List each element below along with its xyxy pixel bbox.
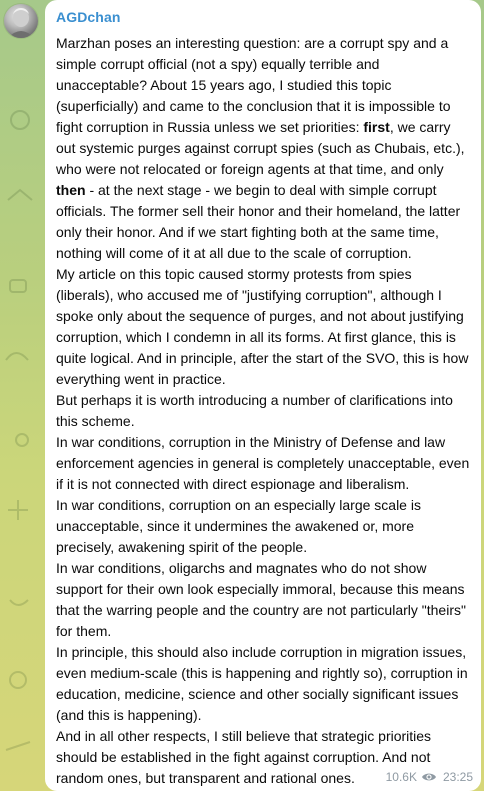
message-time: 23:25 [442,770,473,784]
message-text [56,33,471,789]
message-paragraph [56,33,471,264]
message-paragraph [56,390,471,432]
text-run: But perhaps it is worth introducing a number of clarifications into this scheme. [56,392,453,429]
text-run: - at the next stage - we begin to deal with simple corrupt officials. The former sell their honor and their homeland, the latter only their honor. And if we start fighting both at the same time, nothing will come of it at all due to the scale of corruption. [56,182,461,261]
message-meta [386,769,473,785]
eye-icon [421,769,437,785]
bold-text: first [363,119,390,135]
message-paragraph [56,495,471,558]
message-paragraph [56,642,471,726]
text-run: In war conditions, oligarchs and magnates who do not show support for their own look especially immoral, because this means that the warring people and the country are not particularly "theirs" for them. [56,560,466,639]
text-run: , we carry out systemic purges against corrupt spies (such as Chubais, etc.), who were not relocated or foreign agents at that time, and only [56,119,465,177]
views-counter [386,769,437,785]
bold-text: then [56,182,86,198]
message-bubble[interactable] [45,0,481,791]
text-run: And in all other respects, I still believe that strategic priorities should be established in the fight against corruption. And not random ones, but transparent and rational ones. [56,728,432,786]
text-run: In war conditions, corruption in the Ministry of Defense and law enforcement agencies in general is completely unacceptable, even if it is not connected with direct espionage and liberalism. [56,434,470,492]
message-paragraph [56,264,471,390]
message-paragraph [56,432,471,495]
avatar-image [4,4,38,38]
text-run: My article on this topic caused stormy protests from spies (liberals), who accused me of "justifying corruption", although I spoke only about the sequence of purges, and not about justifying corruption, which I condemn in all its forms. At first glance, this is quite logical. And in principle, after the start of the SVO, this is how everything went in practice. [56,266,469,387]
views-count: 10.6K [385,770,417,784]
channel-avatar[interactable] [4,4,38,38]
message-paragraph [56,558,471,642]
text-run: In principle, this should also include corruption in migration issues, even medium-scale (this is happening and rightly so), corruption in education, medicine, science and other socially significant issues (and this is happening). [56,644,468,723]
text-run: In war conditions, corruption on an especially large scale is unacceptable, since it undermines the awakened or, more precisely, awakening spirit of the people. [56,497,421,555]
text-run: Marzhan poses an interesting question: are a corrupt spy and a simple corrupt official (not a spy) equally terrible and unacceptable? About 15 years ago, I studied this topic (superficially) and came to the conclusion that it is impossible to fight corruption in Russia unless we set priorities: [56,35,451,135]
sender-name[interactable]: AGDchan [56,9,121,25]
